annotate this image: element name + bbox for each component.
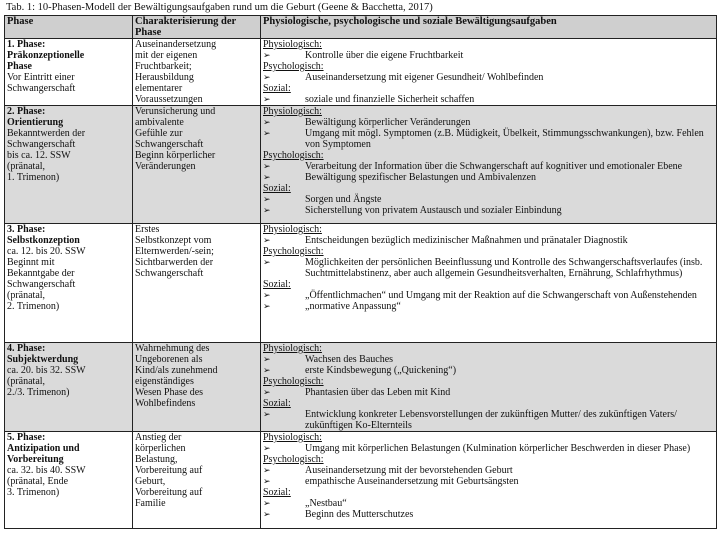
charakterisierung-line: ambivalente	[135, 117, 184, 128]
phase-title-line: 5. Phase:	[7, 432, 46, 443]
phase-title-line: 4. Phase:	[7, 343, 46, 354]
charakterisierung-line: Geburt,	[135, 476, 166, 487]
category-label: Physiologisch:	[263, 39, 322, 50]
phase-table	[4, 15, 717, 529]
cell-phase	[5, 432, 133, 529]
list-item	[263, 409, 714, 431]
phase-title-line: 1. Phase:	[7, 39, 46, 50]
charakterisierung-line: Verunsicherung und	[135, 106, 216, 117]
category-label: Physiologisch:	[263, 224, 322, 235]
list-item	[263, 128, 714, 150]
phase-detail-line: bis ca. 12. SSW	[7, 150, 71, 161]
arrow-bullet-icon: ➢	[263, 117, 271, 127]
phase-title-line: Antizipation und	[7, 443, 80, 454]
charakterisierung-line: Anstieg der	[135, 432, 182, 443]
phase-detail-line: Schwangerschaft	[7, 139, 76, 150]
table-row	[5, 39, 717, 106]
category-label: Physiologisch:	[263, 432, 322, 443]
list-item	[263, 290, 714, 301]
list-item-text: Möglichkeiten der persönlichen Beeinflussung und Kontrolle des Schwangerschaftsverlaufes (insb. Suchtmittelabstinenz, aber auch allgemein Gesundheitsverhalten, Ernährung, Schlafrhythmus)	[305, 257, 703, 279]
list-item-text: Verarbeitung der Information über die Schwangerschaft auf kognitiver und emotionaler Ebene	[305, 161, 683, 172]
arrow-bullet-icon: ➢	[263, 476, 271, 486]
arrow-bullet-icon: ➢	[263, 409, 271, 419]
charakterisierung-line: Vorbereitung auf	[135, 465, 203, 476]
charakterisierung-line: Erstes	[135, 224, 160, 235]
charakterisierung-line: Auseinandersetzung	[135, 39, 217, 50]
phase-detail-line: Bekanntgabe der	[7, 268, 75, 279]
phase-title-line: 3. Phase:	[7, 224, 46, 235]
charakterisierung-line: Schwangerschaft	[135, 139, 204, 150]
category-label: Sozial:	[263, 487, 291, 498]
charakterisierung-line: Fruchtbarkeit;	[135, 61, 192, 72]
charakterisierung-line: Belastung,	[135, 454, 178, 465]
arrow-bullet-icon: ➢	[263, 194, 271, 204]
list-item-text: „Nestbau“	[305, 498, 347, 509]
list-item-text: empathische Auseinandersetzung mit Geburtsängsten	[305, 476, 519, 487]
arrow-bullet-icon: ➢	[263, 161, 271, 171]
phase-detail-line: ca. 20. bis 32. SSW	[7, 365, 86, 376]
cell-charakterisierung	[133, 343, 261, 432]
arrow-bullet-icon: ➢	[263, 290, 271, 300]
cell-aufgaben	[261, 39, 717, 106]
category-label: Psychologisch:	[263, 454, 324, 465]
phase-title-line: 2. Phase:	[7, 106, 46, 117]
category-label: Psychologisch:	[263, 246, 324, 257]
phase-detail-line: 1. Trimenon)	[7, 172, 60, 183]
charakterisierung-line: Sichtbarwerden der	[135, 257, 214, 268]
charakterisierung-line: Herausbildung	[135, 72, 194, 83]
phase-title-line: Phase	[7, 61, 32, 72]
category-label: Psychologisch:	[263, 150, 324, 161]
arrow-bullet-icon: ➢	[263, 301, 271, 311]
list-item-text: Beginn des Mutterschutzes	[305, 509, 414, 520]
phase-detail-line: Beginnt mit	[7, 257, 55, 268]
cell-phase	[5, 106, 133, 224]
table-row	[5, 106, 717, 224]
list-item-text: Sorgen und Ängste	[305, 194, 382, 205]
category-label: Physiologisch:	[263, 106, 322, 117]
charakterisierung-line: Voraussetzungen	[135, 94, 203, 105]
cell-aufgaben	[261, 224, 717, 343]
charakterisierung-line: eigenständiges	[135, 376, 194, 387]
list-item	[263, 117, 714, 128]
list-item-text: Auseinandersetzung mit eigener Gesundheit/ Wohlbefinden	[305, 72, 544, 83]
table-caption: Tab. 1: 10-Phasen-Modell der Bewältigungsaufgaben rund um die Geburt (Geene & Bacchetta, 2017)	[6, 2, 433, 13]
phase-title-line: Selbstkonzeption	[7, 235, 80, 246]
list-item	[263, 443, 714, 454]
charakterisierung-line: körperlichen	[135, 443, 186, 454]
charakterisierung-line: Wahrnehmung des	[135, 343, 210, 354]
category-label: Sozial:	[263, 83, 291, 94]
category-label: Psychologisch:	[263, 376, 324, 387]
phase-detail-line: ca. 12. bis 20. SSW	[7, 246, 86, 257]
table-row	[5, 432, 717, 529]
arrow-bullet-icon: ➢	[263, 509, 271, 519]
cell-charakterisierung	[133, 39, 261, 106]
list-item-text: Bewältigung körperlicher Veränderungen	[305, 117, 471, 128]
charakterisierung-line: Kind/als zunehmend	[135, 365, 218, 376]
phase-detail-line: (pränatal,	[7, 290, 46, 301]
arrow-bullet-icon: ➢	[263, 498, 271, 508]
header-aufgaben: Physiologische, psychologische und soziale Bewältigungsaufgaben	[261, 16, 717, 39]
arrow-bullet-icon: ➢	[263, 94, 271, 104]
charakterisierung-line: Vorbereitung auf	[135, 487, 203, 498]
category-label: Sozial:	[263, 183, 291, 194]
arrow-bullet-icon: ➢	[263, 365, 271, 375]
phase-detail-line: Schwangerschaft	[7, 279, 76, 290]
arrow-bullet-icon: ➢	[263, 128, 271, 138]
document	[4, 2, 716, 529]
header-charakterisierung: Charakterisierung der Phase	[133, 16, 261, 39]
arrow-bullet-icon: ➢	[263, 235, 271, 245]
cell-charakterisierung	[133, 432, 261, 529]
list-item	[263, 301, 714, 312]
list-item-text: Auseinandersetzung mit der bevorstehenden Geburt	[305, 465, 513, 476]
list-item-text: Entscheidungen bezüglich medizinischer Maßnahmen und pränataler Diagnostik	[305, 235, 628, 246]
list-item	[263, 476, 714, 487]
phase-detail-line: Bekanntwerden der	[7, 128, 86, 139]
charakterisierung-line: Familie	[135, 498, 166, 509]
list-item	[263, 72, 714, 83]
header-row	[5, 16, 717, 39]
list-item	[263, 94, 714, 105]
phase-title-line: Präkonzeptionelle	[7, 50, 85, 61]
list-item	[263, 257, 714, 279]
phase-detail-line: (pränatal, Ende	[7, 476, 69, 487]
list-item-text: „Öffentlichmachen“ und Umgang mit der Reaktion auf die Schwangerschaft von Außenstehenden	[305, 290, 697, 301]
list-item-text: Entwicklung konkreter Lebensvorstellungen der zukünftigen Mutter/ des zukünftigen Vaters/ zukünftigen Ko-Elternteils	[305, 409, 677, 431]
list-item-text: Umgang mit körperlichen Belastungen (Kulmination körperlicher Beschwerden in dieser Phase)	[305, 443, 691, 454]
table-row	[5, 224, 717, 343]
list-item-text: „normative Anpassung“	[305, 301, 401, 312]
list-item	[263, 498, 714, 509]
phase-detail-line: Vor Eintritt einer	[7, 72, 75, 83]
category-label: Sozial:	[263, 279, 291, 290]
arrow-bullet-icon: ➢	[263, 257, 271, 267]
list-item-text: Phantasien über das Leben mit Kind	[305, 387, 451, 398]
phase-detail-line: 2./3. Trimenon)	[7, 387, 70, 398]
list-item-text: Bewältigung spezifischer Belastungen und Ambivalenzen	[305, 172, 537, 183]
table-row	[5, 343, 717, 432]
list-item-text: Wachsen des Bauches	[305, 354, 394, 365]
arrow-bullet-icon: ➢	[263, 354, 271, 364]
arrow-bullet-icon: ➢	[263, 50, 271, 60]
cell-aufgaben	[261, 106, 717, 224]
phase-detail-line: 2. Trimenon)	[7, 301, 60, 312]
list-item-text: erste Kindsbewegung („Quickening“)	[305, 365, 457, 376]
list-item	[263, 161, 714, 172]
list-item-text: Kontrolle über die eigene Fruchtbarkeit	[305, 50, 464, 61]
arrow-bullet-icon: ➢	[263, 172, 271, 182]
charakterisierung-line: mit der eigenen	[135, 50, 198, 61]
list-item	[263, 205, 714, 216]
charakterisierung-line: Wohlbefindens	[135, 398, 196, 409]
list-item	[263, 387, 714, 398]
charakterisierung-line: Beginn körperlicher	[135, 150, 216, 161]
arrow-bullet-icon: ➢	[263, 465, 271, 475]
phase-title-line: Subjektwerdung	[7, 354, 79, 365]
list-item	[263, 235, 714, 246]
list-item	[263, 50, 714, 61]
arrow-bullet-icon: ➢	[263, 443, 271, 453]
cell-phase	[5, 39, 133, 106]
charakterisierung-line: Schwangerschaft	[135, 268, 204, 279]
phase-title-line: Orientierung	[7, 117, 64, 128]
charakterisierung-line: Wesen Phase des	[135, 387, 204, 398]
category-label: Psychologisch:	[263, 61, 324, 72]
list-item	[263, 194, 714, 205]
phase-title-line: Vorbereitung	[7, 454, 64, 465]
cell-charakterisierung	[133, 106, 261, 224]
charakterisierung-line: Gefühle zur	[135, 128, 183, 139]
charakterisierung-line: elementarer	[135, 83, 183, 94]
list-item	[263, 509, 714, 520]
phase-detail-line: (pränatal,	[7, 376, 46, 387]
category-label: Sozial:	[263, 398, 291, 409]
list-item	[263, 172, 714, 183]
cell-aufgaben	[261, 432, 717, 529]
arrow-bullet-icon: ➢	[263, 387, 271, 397]
header-phase: Phase	[5, 16, 133, 39]
list-item	[263, 365, 714, 376]
cell-aufgaben	[261, 343, 717, 432]
phase-detail-line: (pränatal,	[7, 161, 46, 172]
charakterisierung-line: Elternwerden/-sein;	[135, 246, 214, 257]
cell-phase	[5, 343, 133, 432]
phase-detail-line: ca. 32. bis 40. SSW	[7, 465, 86, 476]
list-item	[263, 465, 714, 476]
list-item-text: Umgang mit mögl. Symptomen (z.B. Müdigkeit, Übelkeit, Stimmungsschwankungen), bzw. Fehlen von Symptomen	[305, 128, 704, 150]
list-item-text: soziale und finanzielle Sicherheit schaffen	[305, 94, 475, 105]
category-label: Physiologisch:	[263, 343, 322, 354]
phase-detail-line: Schwangerschaft	[7, 83, 76, 94]
arrow-bullet-icon: ➢	[263, 205, 271, 215]
charakterisierung-line: Ungeborenen als	[135, 354, 203, 365]
list-item-text: Sicherstellung von privatem Austausch und sozialer Einbindung	[305, 205, 562, 216]
arrow-bullet-icon: ➢	[263, 72, 271, 82]
cell-phase	[5, 224, 133, 343]
list-item	[263, 354, 714, 365]
charakterisierung-line: Selbstkonzept vom	[135, 235, 212, 246]
charakterisierung-line: Veränderungen	[135, 161, 196, 172]
phase-detail-line: 3. Trimenon)	[7, 487, 60, 498]
cell-charakterisierung	[133, 224, 261, 343]
